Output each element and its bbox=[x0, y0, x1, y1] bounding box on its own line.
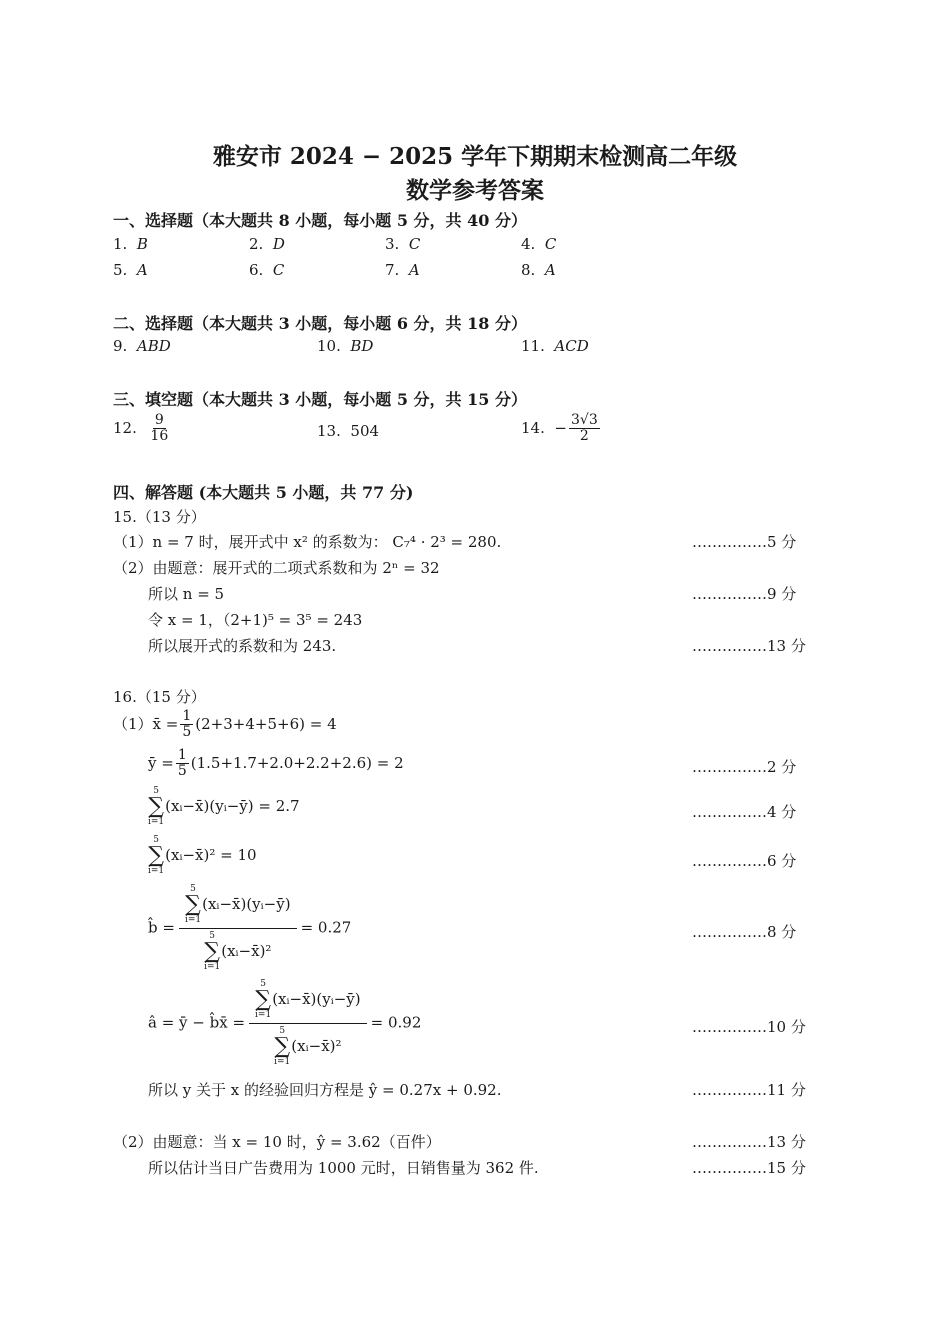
solution-line: 所以估计当日广告费用为 1000 元时，日销售量为 362 件. bbox=[148, 1159, 539, 1177]
solution-line: ȳ = $\frac{1}{5}$ (1.5+1.7+2.0+2.2+2.6) = 2 bbox=[148, 747, 404, 780]
answer-item: 13. 504 bbox=[317, 422, 380, 440]
answer-item: 7. A bbox=[385, 261, 420, 279]
solution-line: 所以 y 关于 x 的经验回归方程是 ŷ = 0.27x + 0.92. bbox=[148, 1081, 502, 1099]
score-mark: ……………4 分 bbox=[692, 803, 797, 821]
solution-line: 所以 n = 5 bbox=[148, 585, 225, 603]
solution-line: â = ȳ − b̂x̄ = 5 ∑ i=1 (xᵢ−x̄)(yᵢ−ȳ) 5 ∑ i=1 (xᵢ−x̄)² = 0.92 bbox=[148, 979, 422, 1067]
section-heading-1: 一、选择题（本大题共 8 小题，每小题 5 分，共 40 分） bbox=[113, 211, 527, 230]
fraction: $\frac{1}{5}$ bbox=[182, 708, 192, 741]
score-mark: ……………6 分 bbox=[692, 852, 797, 870]
section-heading-2: 二、选择题（本大题共 3 小题，每小题 6 分，共 18 分） bbox=[113, 314, 527, 333]
answer-item: 10. BD bbox=[317, 337, 374, 355]
answer-item: 1. B bbox=[113, 235, 148, 253]
score-mark: ……………5 分 bbox=[692, 533, 797, 551]
summation-symbol: 5 ∑ i=1 bbox=[148, 835, 165, 876]
answer-item: 3. C bbox=[385, 235, 421, 253]
page-subtitle: 数学参考答案 bbox=[406, 177, 544, 204]
answer-item: 6. C bbox=[249, 261, 285, 279]
solution-line: 5 ∑ i=1 (xᵢ−x̄)(yᵢ−ȳ) = 2.7 bbox=[148, 786, 300, 827]
question-heading: 16.（15 分） bbox=[113, 688, 206, 706]
score-mark: ……………11 分 bbox=[692, 1081, 806, 1099]
answer-item: 9. ABD bbox=[113, 337, 171, 355]
score-mark: ……………2 分 bbox=[692, 758, 797, 776]
solution-line: 5 ∑ i=1 (xᵢ−x̄)² = 10 bbox=[148, 835, 257, 876]
score-mark: ……………9 分 bbox=[692, 585, 797, 603]
solution-line: （2）由题意：展开式的二项式系数和为 2ⁿ = 32 bbox=[113, 559, 440, 577]
solution-line: （1）n = 7 时，展开式中 x² 的系数为： C₇⁴ · 2³ = 280. bbox=[113, 533, 502, 551]
score-mark: ……………10 分 bbox=[692, 1018, 806, 1036]
answer-item: 2. D bbox=[249, 235, 285, 253]
solution-line: 令 x = 1，（2+1)⁵ = 3⁵ = 243 bbox=[148, 611, 363, 629]
score-mark: ……………13 分 bbox=[692, 637, 806, 655]
answer-item: 5. A bbox=[113, 261, 148, 279]
page-title: 雅安市 2024 − 2025 学年下期期末检测高二年级 bbox=[212, 143, 738, 170]
solution-line: （2）由题意：当 x = 10 时，ŷ = 3.62（百件） bbox=[113, 1133, 441, 1151]
solution-line: （1）x̄ = $\frac{1}{5}$ (2+3+4+5+6) = 4 bbox=[113, 708, 337, 741]
answer-item: 14. − $\frac{3√3}{2}$ bbox=[521, 412, 598, 445]
fraction: $\frac{3√3}{2}$ bbox=[570, 412, 598, 445]
fraction: 5 ∑ i=1 (xᵢ−x̄)(yᵢ−ȳ) 5 ∑ i=1 (xᵢ−x̄)² bbox=[249, 980, 367, 1067]
question-heading: 15.（13 分） bbox=[113, 508, 206, 526]
answer-item: 12. $\frac{9}{16}$ bbox=[113, 412, 169, 445]
solution-line: b̂ = 5 ∑ i=1 (xᵢ−x̄)(yᵢ−ȳ) 5 ∑ i=1 (xᵢ−x̄)² = 0.27 bbox=[148, 884, 352, 972]
score-mark: ……………15 分 bbox=[692, 1159, 806, 1177]
fraction: 5 ∑ i=1 (xᵢ−x̄)(yᵢ−ȳ) 5 ∑ i=1 (xᵢ−x̄)² bbox=[179, 885, 297, 972]
section-heading-3: 三、填空题（本大题共 3 小题，每小题 5 分，共 15 分） bbox=[113, 390, 527, 409]
summation-symbol: 5 ∑ i=1 bbox=[148, 786, 165, 827]
answer-item: 8. A bbox=[521, 261, 556, 279]
answer-item: 4. C bbox=[521, 235, 557, 253]
solution-line: 所以展开式的系数和为 243. bbox=[148, 637, 337, 655]
answer-item: 11. ACD bbox=[521, 337, 589, 355]
section-heading-4: 四、解答题 (本大题共 5 小题，共 77 分) bbox=[113, 483, 414, 502]
score-mark: ……………13 分 bbox=[692, 1133, 806, 1151]
fraction: $\frac{1}{5}$ bbox=[177, 747, 187, 780]
fraction: $\frac{9}{16}$ bbox=[150, 412, 169, 445]
score-mark: ……………8 分 bbox=[692, 923, 797, 941]
